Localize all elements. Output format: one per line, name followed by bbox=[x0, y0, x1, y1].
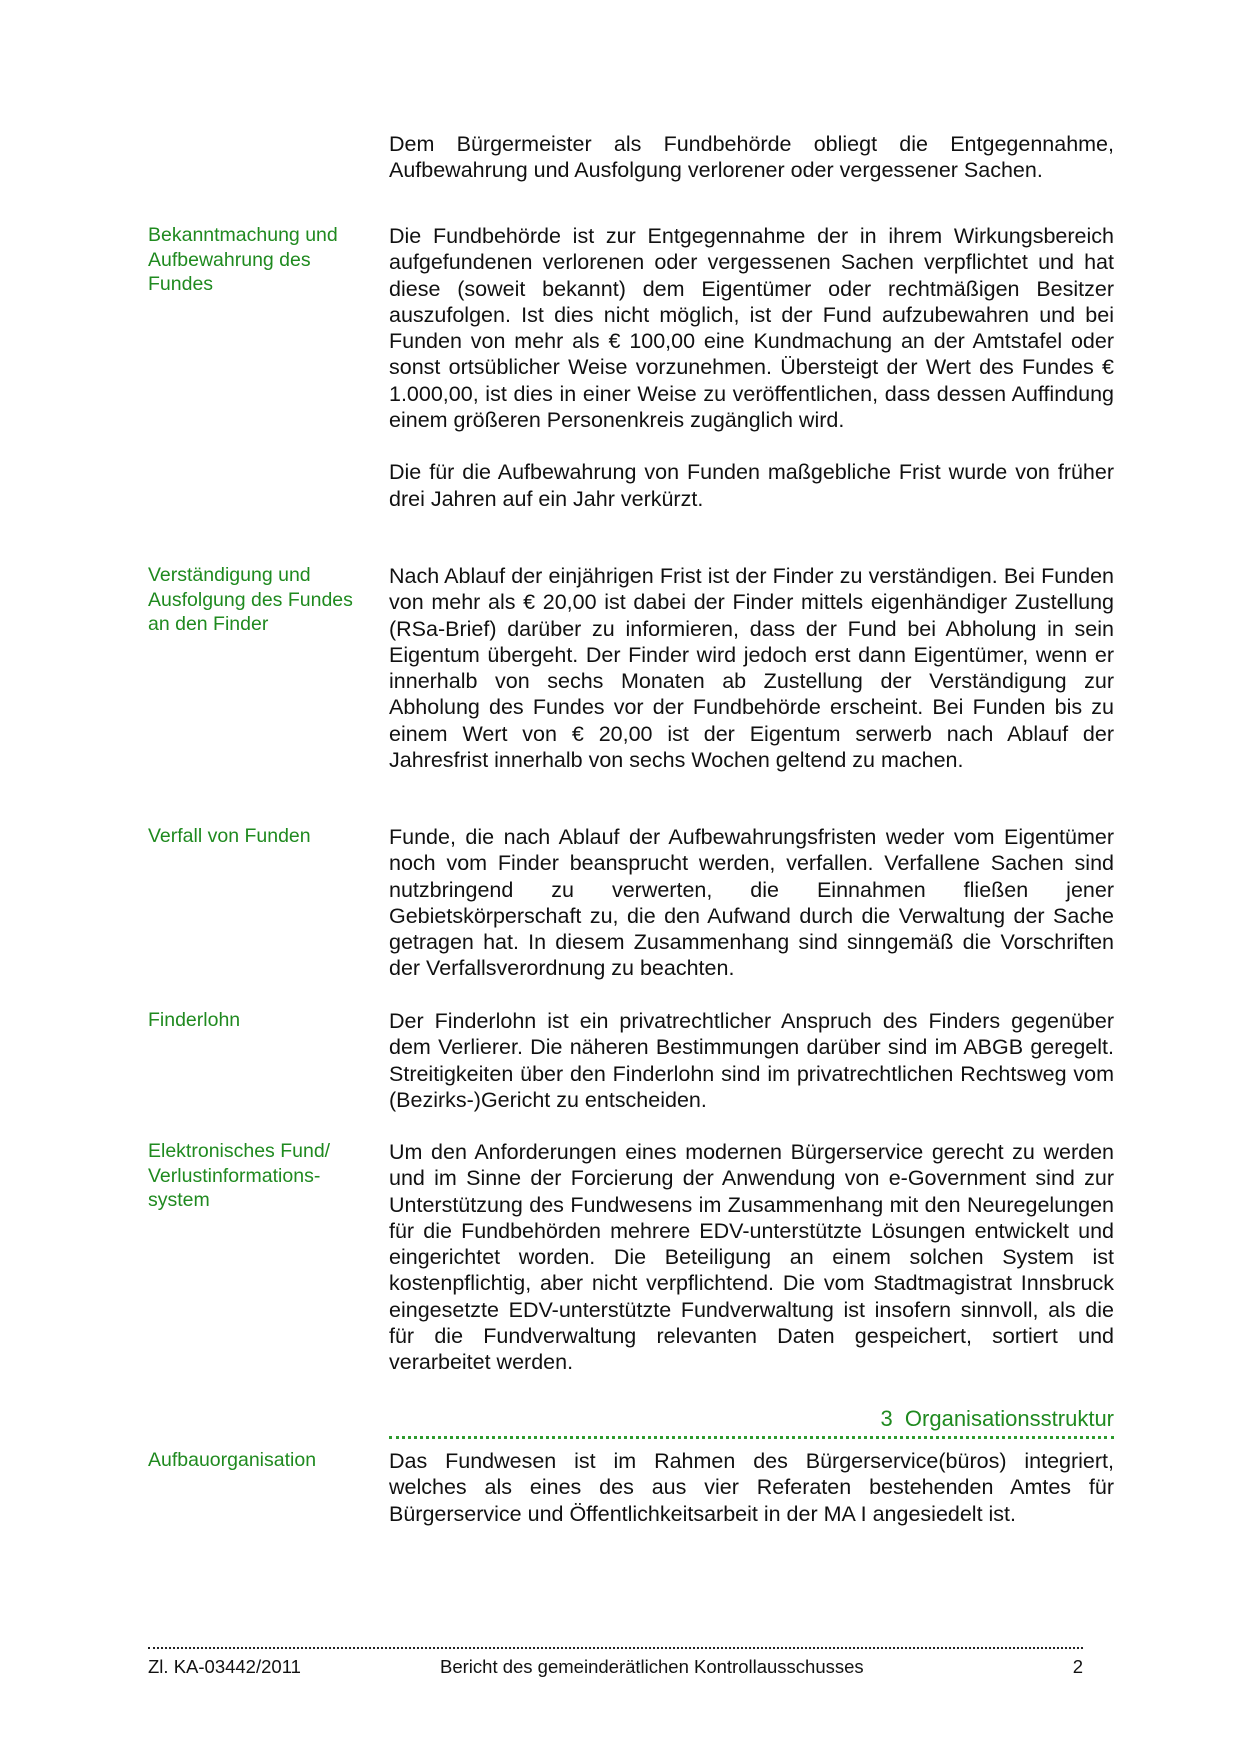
body-text bbox=[389, 1448, 1114, 1527]
paragraph: Die Fundbehörde ist zur Entgegennahme der in ihrem Wirkungsbereich aufgefundenen verlorenen oder vergessenen Sachen verpflichtet und hat diese (soweit bekannt) dem Eigentümer oder rechtmäßigen Besitzer auszufolgen. Ist dies nicht möglich, ist der Fund aufzubewahren und bei Funden von mehr als € 100,00 eine Kundmachung an der Amtstafel oder sonst ortsüblicher Weise vorzunehmen. Übersteigt der Wert des Fundes € 1.000,00, ist dies in einer Weise zu veröffentlichen, dass dessen Auffindung einem größeren Personenkreis zugänglich wird. bbox=[389, 224, 1114, 433]
footer-rule bbox=[148, 1647, 1083, 1649]
section-heading-rule bbox=[389, 1436, 1114, 1439]
body-text bbox=[389, 563, 1114, 773]
paragraph: Um den Anforderungen eines modernen Bürgerservice gerecht zu werden und im Sinne der Forcierung der Anwendung von e-Government sind zur Unterstützung des Fundwesens im Zusammenhang mit den Neuregelungen für die Fundbehörden mehrere EDV-unterstützte Lösungen entwickelt und eingerichtet worden. Die Beteiligung an einem solchen System ist kostenpflichtig, aber nicht verpflichtend. Die vom Stadtmagistrat Innsbruck eingesetzte EDV-unterstützte Fundverwaltung ist insofern sinnvoll, als die für die Fundverwaltung relevanten Daten gespeichert, sortiert und verarbeitet werden. bbox=[389, 1140, 1114, 1375]
footer-title: Bericht des gemeinderätlichen Kontrollausschusses bbox=[440, 1656, 864, 1677]
paragraph: Der Finderlohn ist ein privatrechtlicher Anspruch des Finders gegenüber dem Verlierer. Die näheren Bestimmungen darüber sind im ABGB geregelt. Streitigkeiten über den Finderlohn sind im privatrechtlichen Rechtsweg vom (Bezirks-)Gericht zu entscheiden. bbox=[389, 1009, 1114, 1112]
paragraph: Das Fundwesen ist im Rahmen des Bürgerservice(büros) integriert, welches als eines des aus vier Referaten bestehenden Amtes für Bürgerservice und Öffentlichkeitsarbeit in der MA I angesiedelt ist. bbox=[389, 1449, 1114, 1526]
footer-reference: Zl. KA-03442/2011 bbox=[148, 1656, 301, 1677]
body-text bbox=[389, 131, 1114, 184]
paragraph: Die für die Aufbewahrung von Funden maßgebliche Frist wurde von früher drei Jahren auf ein Jahr verkürzt. bbox=[389, 460, 1114, 511]
paragraph: Dem Bürgermeister als Fundbehörde obliegt die Entgegennahme, Aufbewahrung und Ausfolgung verlorener oder vergessener Sachen. bbox=[389, 132, 1114, 183]
body-text bbox=[389, 223, 1114, 512]
margin-note: Verständigung und Ausfolgung des Fundes an den Finder bbox=[148, 564, 353, 635]
body-text bbox=[389, 1139, 1114, 1376]
margin-note: Verfall von Funden bbox=[148, 825, 311, 847]
page-number: 2 bbox=[1072, 1656, 1083, 1677]
margin-note: Bekanntmachung und Aufbewahrung des Fundes bbox=[148, 224, 338, 295]
margin-note: Elektronisches Fund/ Verlustinformations-system bbox=[148, 1140, 331, 1211]
margin-note: Finderlohn bbox=[148, 1009, 241, 1031]
paragraph: Funde, die nach Ablauf der Aufbewahrungsfristen weder vom Eigentümer noch vom Finder beansprucht werden, verfallen. Verfallene Sachen sind nutzbringend zu verwerten, die Einnahmen fließen jener Gebietskörperschaft zu, die den Aufwand durch die Verwaltung der Sache getragen hat. In diesem Zusammenhang sind sinngemäß die Vorschriften der Verfallsverordnung zu beachten. bbox=[389, 825, 1114, 981]
margin-note: Aufbauorganisation bbox=[148, 1449, 317, 1471]
paragraph: Nach Ablauf der einjährigen Frist ist der Finder zu verständigen. Bei Funden von mehr als € 20,00 ist dabei der Finder mittels eigenhändiger Zustellung (RSa-Brief) darüber zu informieren, dass der Fund bei Abholung in sein Eigentum übergeht. Der Finder wird jedoch erst dann Eigentümer, wenn er innerhalb von sechs Monaten ab Zustellung der Verständigung zur Abholung des Fundes vor der Fundbehörde erscheint. Bei Funden bis zu einem Wert von € 20,00 ist der Eigentum serwerb nach Ablauf der Jahresfrist innerhalb von sechs Wochen geltend zu machen. bbox=[389, 564, 1114, 773]
section-heading: 3 Organisationsstruktur bbox=[880, 1406, 1114, 1431]
body-text bbox=[389, 1008, 1114, 1113]
body-text bbox=[389, 824, 1114, 982]
